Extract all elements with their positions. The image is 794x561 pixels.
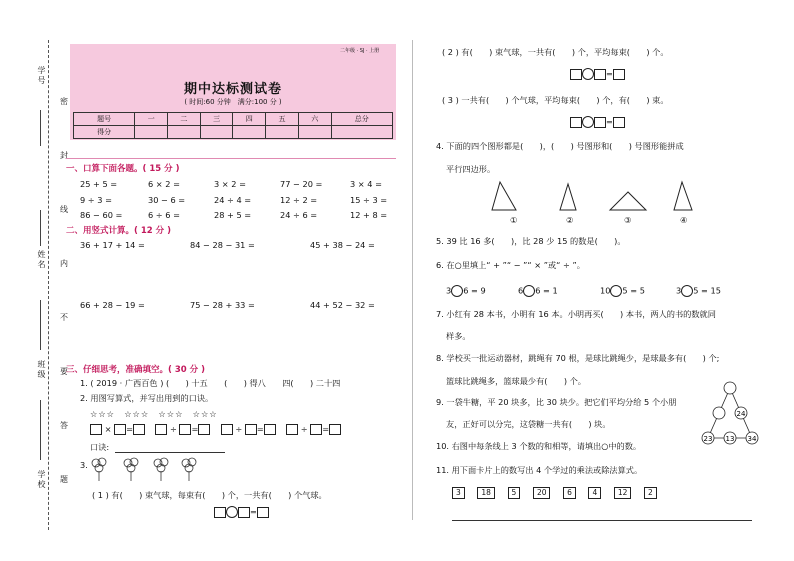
q6-text: 6. 在○里填上“ + ”“ − ”“ × ”或“ ÷ ”。: [436, 260, 585, 270]
binding-write-line: [40, 210, 41, 246]
answer-box[interactable]: [221, 424, 233, 435]
triangle-number: 13: [725, 435, 735, 443]
shape-label: ④: [680, 215, 688, 225]
answer-box[interactable]: [245, 424, 257, 435]
column-divider: [412, 40, 413, 520]
score-header: 二: [168, 113, 201, 126]
q6-item: 10 5 = 5: [600, 285, 645, 296]
op-symbol: ÷: [170, 424, 177, 434]
mental-math-item: 28 + 5 =: [214, 210, 252, 220]
q4-text: 4. 下面的四个图形都是( )，( ) 号图形和( ) 号图形能拼成: [436, 141, 684, 151]
q9-text-cont: 友，正好可以分完，这袋糖一共有( ) 块。: [446, 419, 611, 429]
operator-circle[interactable]: [226, 506, 238, 518]
q6-item: 6 6 = 1: [518, 285, 558, 296]
binding-char: 线: [60, 205, 68, 214]
answer-box[interactable]: [114, 424, 126, 435]
score-cell[interactable]: [266, 126, 299, 139]
score-cell[interactable]: [233, 126, 266, 139]
vertical-calc-item: 36 + 17 + 14 =: [80, 240, 145, 250]
shape-label: ②: [566, 215, 574, 225]
koujue-write-line[interactable]: [115, 452, 225, 453]
score-cell[interactable]: [298, 126, 331, 139]
mental-math-item: 86 − 60 =: [80, 210, 123, 220]
section-divider: [66, 158, 396, 159]
section3-title: 三、仔细思考，准确填空。( 30 分 ): [66, 365, 205, 375]
answer-box[interactable]: [198, 424, 210, 435]
answer-box[interactable]: [214, 507, 226, 518]
number-card: 6: [563, 487, 576, 499]
section1-title: 一、口算下面各题。( 15 分 ): [66, 164, 180, 174]
q7-text: 7. 小红有 28 本书，小明有 16 本。小明再买( ) 本书，两人的书的数就同: [436, 309, 716, 319]
operator-circle[interactable]: [610, 285, 622, 297]
vertical-calc-item: 75 − 28 + 33 =: [190, 300, 255, 310]
q2-equations: × = ÷ = ÷ = ÷ =: [90, 424, 341, 435]
binding-char: 不: [60, 313, 68, 322]
mental-math-item: 6 ÷ 6 =: [148, 210, 180, 220]
mental-math-item: 9 ÷ 3 =: [80, 195, 112, 205]
q5-text: 5. 39 比 16 多( )，比 28 少 15 的数是( )。: [436, 236, 626, 246]
q10-text: 10. 右图中每条线上 3 个数的和相等，请填出○中的数。: [436, 441, 642, 451]
section2-title: 二、用竖式计算。( 12 分 ): [66, 226, 171, 236]
vertical-calc-item: 45 + 38 − 24 =: [310, 240, 375, 250]
binding-write-line: [40, 300, 41, 350]
answer-box[interactable]: [238, 507, 250, 518]
score-cell[interactable]: [168, 126, 201, 139]
operator-circle[interactable]: [582, 116, 594, 128]
operator-circle[interactable]: [523, 285, 535, 297]
score-row-label: 得分: [74, 126, 135, 139]
score-header: 一: [135, 113, 168, 126]
score-header: 六: [298, 113, 331, 126]
score-header-row: [74, 113, 393, 126]
op-symbol: ×: [104, 424, 112, 434]
stars-figure: ☆☆☆ ☆☆☆ ☆☆☆ ☆☆☆: [90, 409, 218, 419]
answer-box[interactable]: [155, 424, 167, 435]
number-triangle-diagram: [700, 378, 760, 448]
score-input-row: [74, 126, 393, 139]
answer-write-line[interactable]: [452, 520, 752, 521]
score-header: 四: [233, 113, 266, 126]
q3-2-text: ( 2 ) 有( ) 束气球，一共有( ) 个，平均每束( ) 个。: [442, 47, 669, 57]
score-header: 题号: [74, 113, 135, 126]
score-cell[interactable]: [200, 126, 233, 139]
answer-box[interactable]: [594, 117, 606, 128]
binding-write-line: [40, 110, 41, 146]
q8-text-cont: 篮球比跳绳多，篮球最少有( ) 个。: [446, 376, 586, 386]
page-subtitle: ( 时间:60 分钟 满分:100 分 ): [184, 98, 282, 106]
answer-box[interactable]: [329, 424, 341, 435]
score-cell[interactable]: [331, 126, 392, 139]
mental-math-item: 24 ÷ 6 =: [280, 210, 318, 220]
mental-math-item: 3 × 4 =: [350, 179, 382, 189]
mental-math-item: 12 + 8 =: [350, 210, 388, 220]
number-card: 2: [644, 487, 657, 499]
op-symbol: ÷: [235, 424, 243, 434]
binding-char: 要: [60, 367, 68, 376]
shape-label: ①: [510, 215, 518, 225]
mental-math-item: 30 − 6 =: [148, 195, 186, 205]
q4-text-cont: 平行四边形。: [446, 164, 496, 174]
vertical-calc-item: 84 − 28 − 31 =: [190, 240, 255, 250]
q3-number: 3.: [80, 460, 88, 470]
op-symbol: ÷: [300, 424, 308, 434]
triangle-number: 24: [736, 410, 746, 418]
vertical-calc-item: 66 + 28 − 19 =: [80, 300, 145, 310]
shape-label: ③: [624, 215, 632, 225]
q7-text-cont: 样多。: [446, 331, 471, 341]
score-header: 五: [266, 113, 299, 126]
q1-text: 1. ( 2019 · 广西百色 ) ( ) 十五 ( ) 得八 四( ) 二十四: [80, 378, 341, 388]
mental-math-item: 25 + 5 =: [80, 179, 118, 189]
answer-box[interactable]: [613, 117, 625, 128]
number-card: 12: [614, 487, 632, 499]
operator-circle[interactable]: [582, 68, 594, 80]
answer-box[interactable]: [310, 424, 322, 435]
binding-label-name: 姓名: [37, 250, 46, 270]
binding-char: 题: [60, 475, 68, 484]
number-card: 18: [477, 487, 495, 499]
q6-item: 3 6 = 9: [446, 285, 486, 296]
q2-text: 2. 用图写算式，并写出用到的口诀。: [80, 393, 214, 403]
mental-math-item: 15 ÷ 3 =: [350, 195, 388, 205]
number-card: 4: [588, 487, 601, 499]
answer-box[interactable]: [594, 69, 606, 80]
q3-2-equation: =: [570, 68, 625, 80]
number-cards: [452, 487, 667, 499]
answer-box[interactable]: [286, 424, 298, 435]
triangle-shapes-icon: [478, 180, 698, 220]
vertical-calc-item: 44 + 52 − 32 =: [310, 300, 375, 310]
mental-math-item: 3 × 2 =: [214, 179, 246, 189]
q3-3-equation: =: [570, 116, 625, 128]
balloon-bunches-icon: [88, 457, 198, 483]
number-card: 3: [452, 487, 465, 499]
q3-1-equation: =: [214, 506, 269, 518]
answer-box[interactable]: [133, 424, 145, 435]
number-card: 5: [508, 487, 521, 499]
q8-text: 8. 学校买一批运动器材，跳绳有 70 根，是球比跳绳少，是球最多有( ) 个;: [436, 353, 720, 363]
q11-text: 11. 用下面卡片上的数写出 4 个学过的乘法或除法算式。: [436, 465, 643, 475]
triangle-number: 23: [703, 435, 713, 443]
mental-math-item: 6 × 2 =: [148, 179, 180, 189]
binding-char: 内: [60, 259, 68, 268]
page-title: 期中达标测试卷: [183, 82, 282, 97]
score-header: 三: [200, 113, 233, 126]
binding-char: 封: [60, 151, 68, 160]
q3-3-text: ( 3 ) 一共有( ) 个气球，平均每束( ) 个，有( ) 束。: [442, 95, 669, 105]
q3-1-text: ( 1 ) 有( ) 束气球，每束有( ) 个，一共有( ) 个气球。: [92, 490, 327, 500]
mental-math-item: 24 ÷ 4 =: [214, 195, 252, 205]
answer-box[interactable]: [264, 424, 276, 435]
operator-circle[interactable]: [681, 285, 693, 297]
number-card: 20: [533, 487, 551, 499]
answer-box[interactable]: [257, 507, 269, 518]
score-header: 总分: [331, 113, 392, 126]
mental-math-item: 77 − 20 =: [280, 179, 323, 189]
grade-note: 二年级 · SJ · 上册: [340, 48, 380, 54]
koujue-label: 口诀:: [90, 442, 110, 452]
answer-box[interactable]: [90, 424, 102, 435]
answer-box[interactable]: [613, 69, 625, 80]
q9-text: 9. 一袋牛糖，平 20 块多，比 30 块少。把它们平均分给 5 个小朋: [436, 397, 677, 407]
answer-box[interactable]: [570, 69, 582, 80]
mental-math-item: 12 ÷ 2 =: [280, 195, 318, 205]
operator-circle[interactable]: [451, 285, 463, 297]
binding-char: 答: [60, 421, 68, 430]
binding-char: 密: [60, 97, 68, 106]
binding-dashed-line: [48, 40, 49, 530]
triangle-number: 34: [747, 435, 757, 443]
score-cell[interactable]: [135, 126, 168, 139]
binding-label-student-id: 学号: [37, 66, 46, 86]
answer-box[interactable]: [179, 424, 191, 435]
binding-label-school: 学校: [37, 470, 46, 490]
score-table: [73, 112, 393, 139]
binding-write-line: [40, 400, 41, 460]
q6-item: 3 5 = 15: [676, 285, 721, 296]
answer-box[interactable]: [570, 117, 582, 128]
binding-label-class: 班级: [37, 360, 46, 380]
